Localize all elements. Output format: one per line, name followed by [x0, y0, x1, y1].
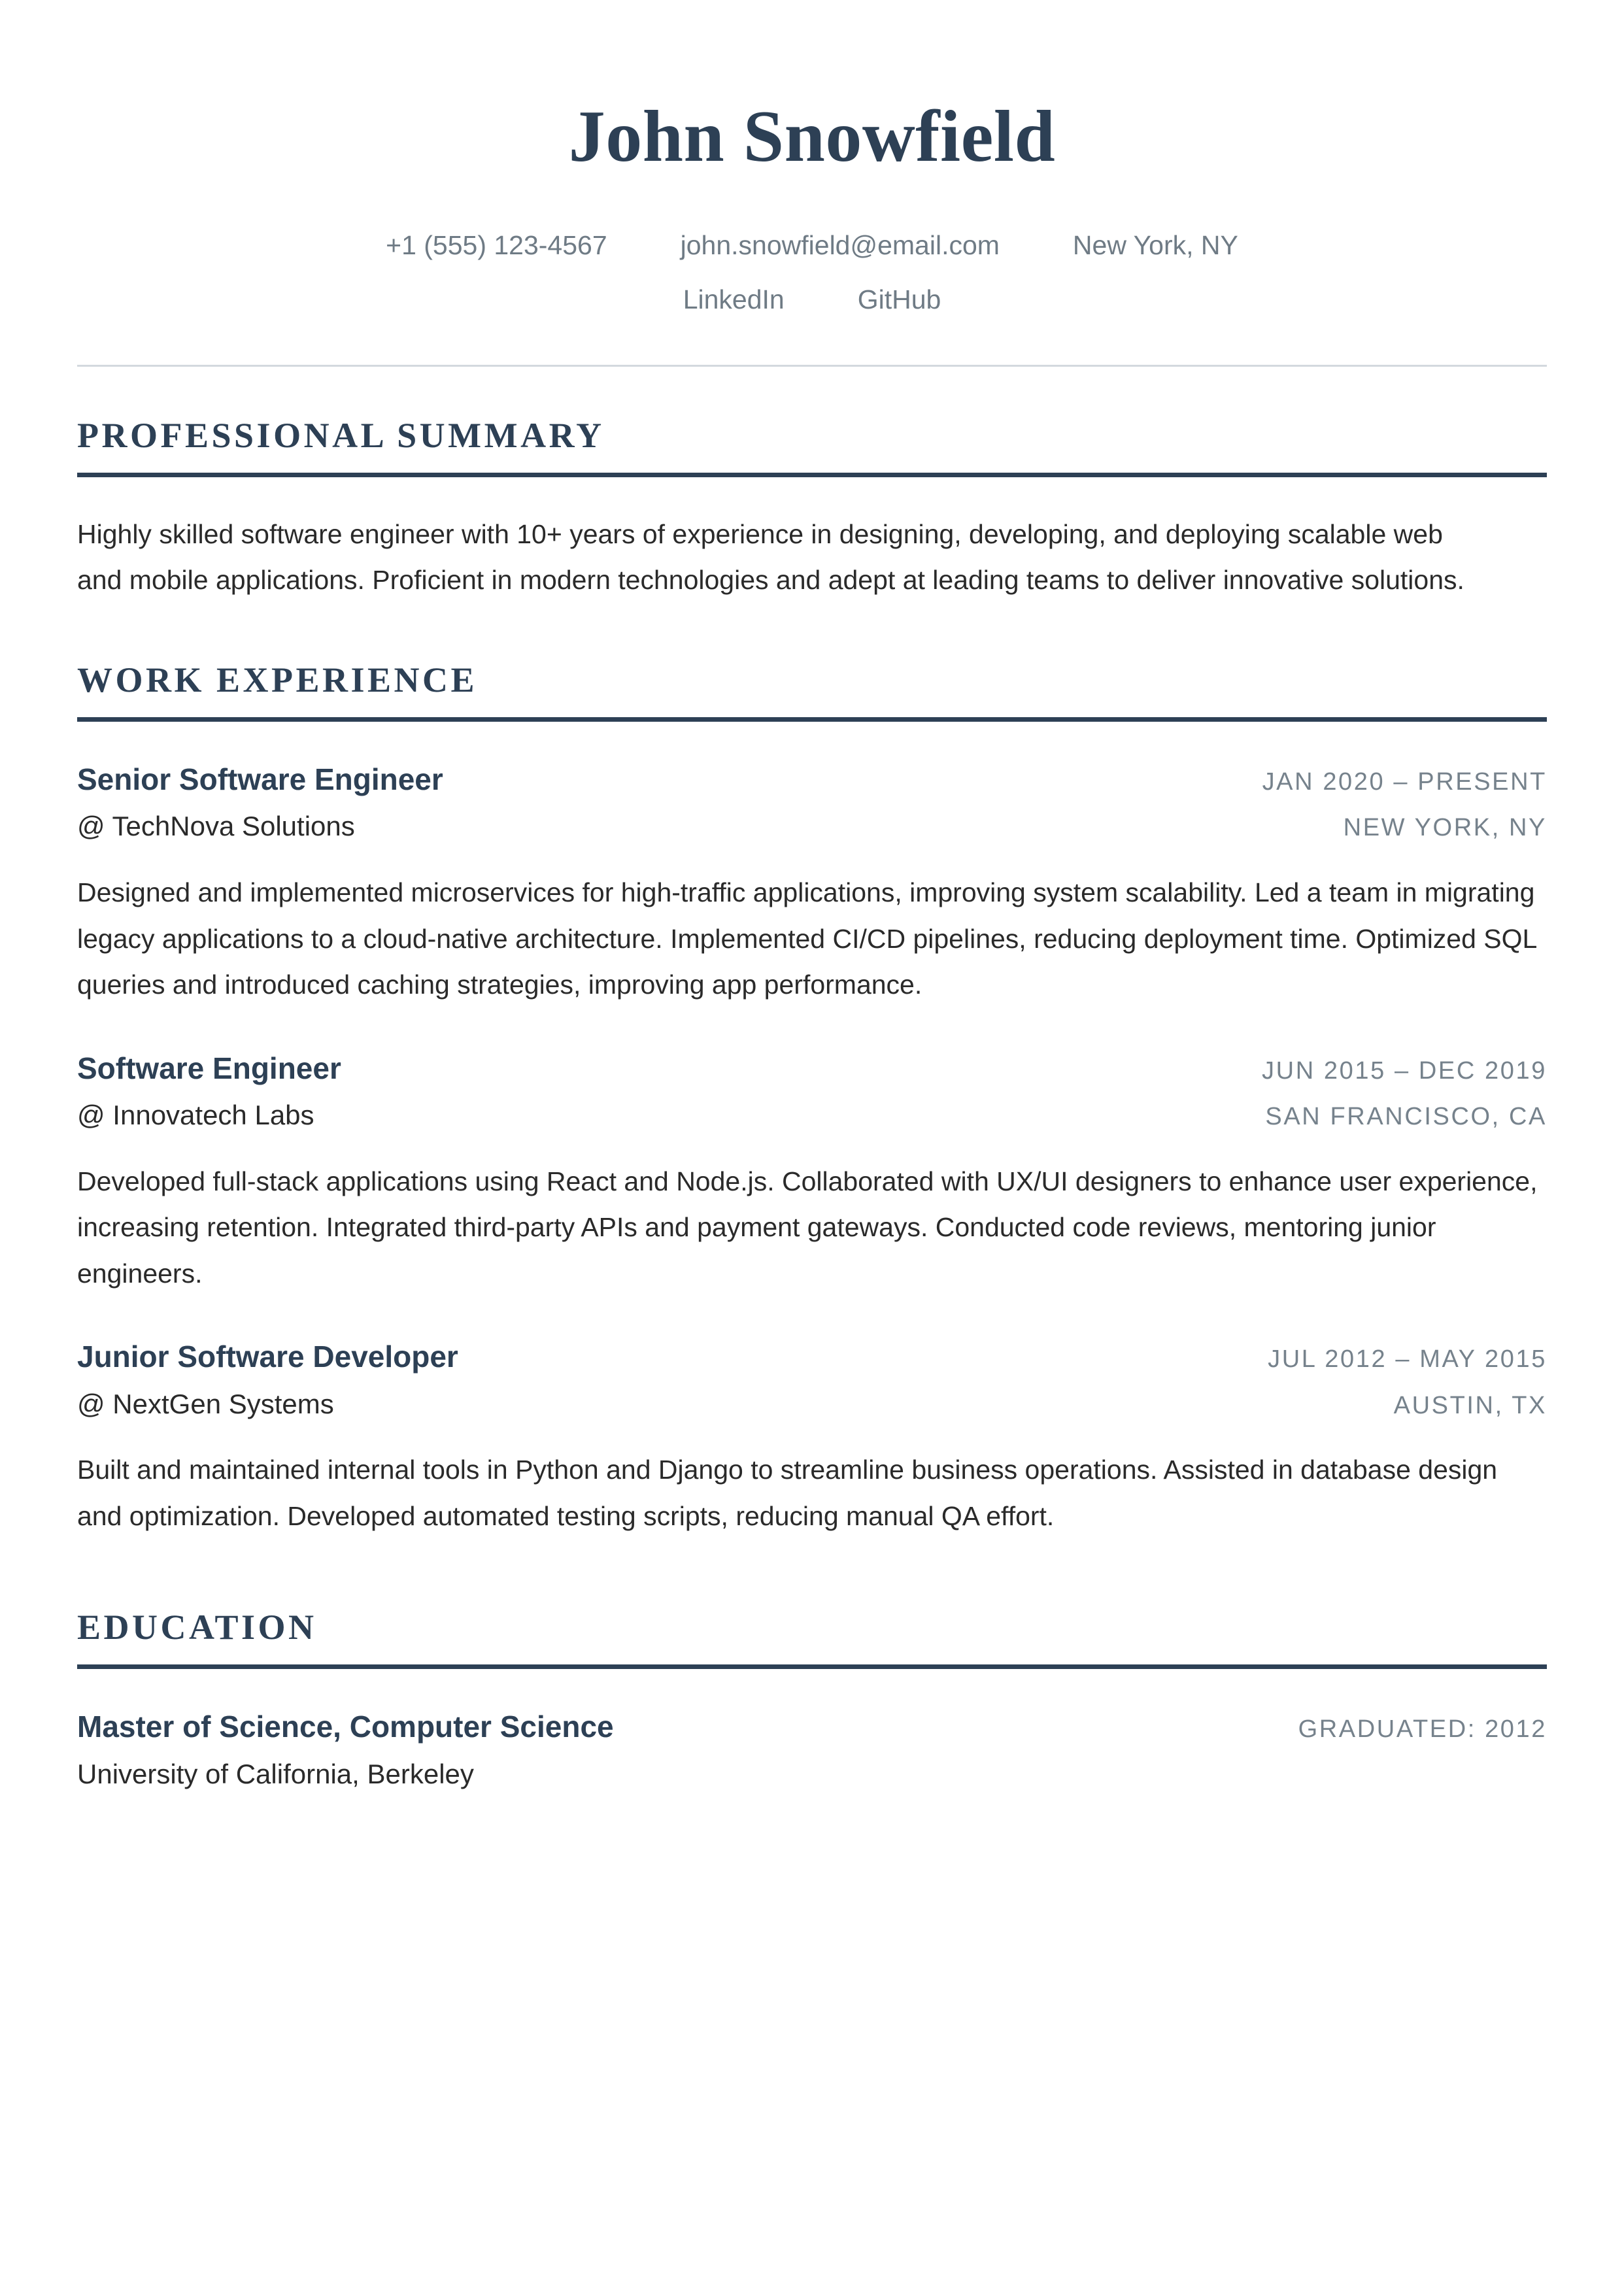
section-professional-summary [77, 415, 1547, 603]
education-entry [77, 1708, 1547, 1792]
contact-email[interactable]: john.snowfield@email.com [680, 229, 1000, 260]
education-entry-school-line [77, 1757, 1547, 1793]
contact-linkedin-link[interactable]: LinkedIn [683, 284, 785, 315]
contact-location: New York, NY [1072, 229, 1238, 260]
section-rule-work [77, 717, 1547, 722]
work-entry-title-line [77, 761, 1547, 799]
work-description: Built and maintained internal tools in Python and Django to streamline business operations. Assisted in database design and optimization. Developed automated testing scripts, reducing manual QA effort. [77, 1455, 1498, 1531]
education-entry-degree-line [77, 1708, 1547, 1746]
section-title-work: WORK EXPERIENCE [77, 660, 478, 700]
section-title-education: EDUCATION [77, 1608, 317, 1647]
resume-header [77, 98, 1547, 367]
work-description: Designed and implemented microservices for high-traffic applications, improving system scalability. Led a team in migrating legacy applications to a cloud-native architecture. Implemented CI/CD pipelines, reducing deployment time. Optimized SQL queries and introduced caching strategies, improving app performance. [77, 877, 1536, 1000]
summary-body: Highly skilled software engineer with 10+ years of experience in designing, developing, and deploying scalable web and mobile applications. Proficient in modern technologies and adept at leading teams to deliver innovative solutions. [77, 518, 1464, 596]
contact-phone[interactable]: +1 (555) 123-4567 [386, 229, 607, 260]
candidate-name: John Snowfield [568, 96, 1056, 177]
section-education [77, 1607, 1547, 1792]
header-divider [77, 365, 1547, 367]
work-entry-org-line [77, 1387, 1547, 1423]
work-job-title: Junior Software Developer [77, 1340, 458, 1374]
work-entry-org-line [77, 809, 1547, 845]
contact-row-primary [77, 226, 1547, 266]
section-rule-education [77, 1664, 1547, 1669]
work-entry [77, 1050, 1547, 1297]
work-company: @ Innovatech Labs [77, 1100, 314, 1131]
work-entry [77, 1338, 1547, 1539]
work-company: @ TechNova Solutions [77, 811, 355, 842]
work-date-range: JAN 2020 – PRESENT [1262, 767, 1547, 796]
section-work-experience [77, 660, 1547, 1540]
work-entry-title-line [77, 1338, 1547, 1376]
work-entry-title-line [77, 1050, 1547, 1088]
contact-github-link[interactable]: GitHub [857, 284, 941, 315]
education-degree: Master of Science, Computer Science [77, 1710, 614, 1744]
section-rule-summary [77, 473, 1547, 477]
work-entry [77, 761, 1547, 1008]
work-company: @ NextGen Systems [77, 1388, 334, 1419]
work-location: SAN FRANCISCO, CA [1265, 1103, 1547, 1131]
work-location: NEW YORK, NY [1343, 814, 1547, 842]
education-school: University of California, Berkeley [77, 1758, 474, 1789]
contact-row-links [77, 280, 1547, 320]
work-job-title: Senior Software Engineer [77, 762, 443, 796]
work-entry-org-line [77, 1098, 1547, 1134]
education-graduation-year: GRADUATED: 2012 [1298, 1715, 1547, 1744]
work-job-title: Software Engineer [77, 1051, 341, 1085]
work-date-range: JUL 2012 – MAY 2015 [1268, 1345, 1547, 1374]
work-date-range: JUN 2015 – DEC 2019 [1262, 1056, 1547, 1085]
section-title-summary: PROFESSIONAL SUMMARY [77, 415, 605, 455]
work-description: Developed full-stack applications using React and Node.js. Collaborated with UX/UI designers to enhance user experience, increasing retention. Integrated third-party APIs and payment gateways. Conducted code reviews, mentoring junior engineers. [77, 1166, 1538, 1289]
work-location: AUSTIN, TX [1393, 1391, 1547, 1419]
